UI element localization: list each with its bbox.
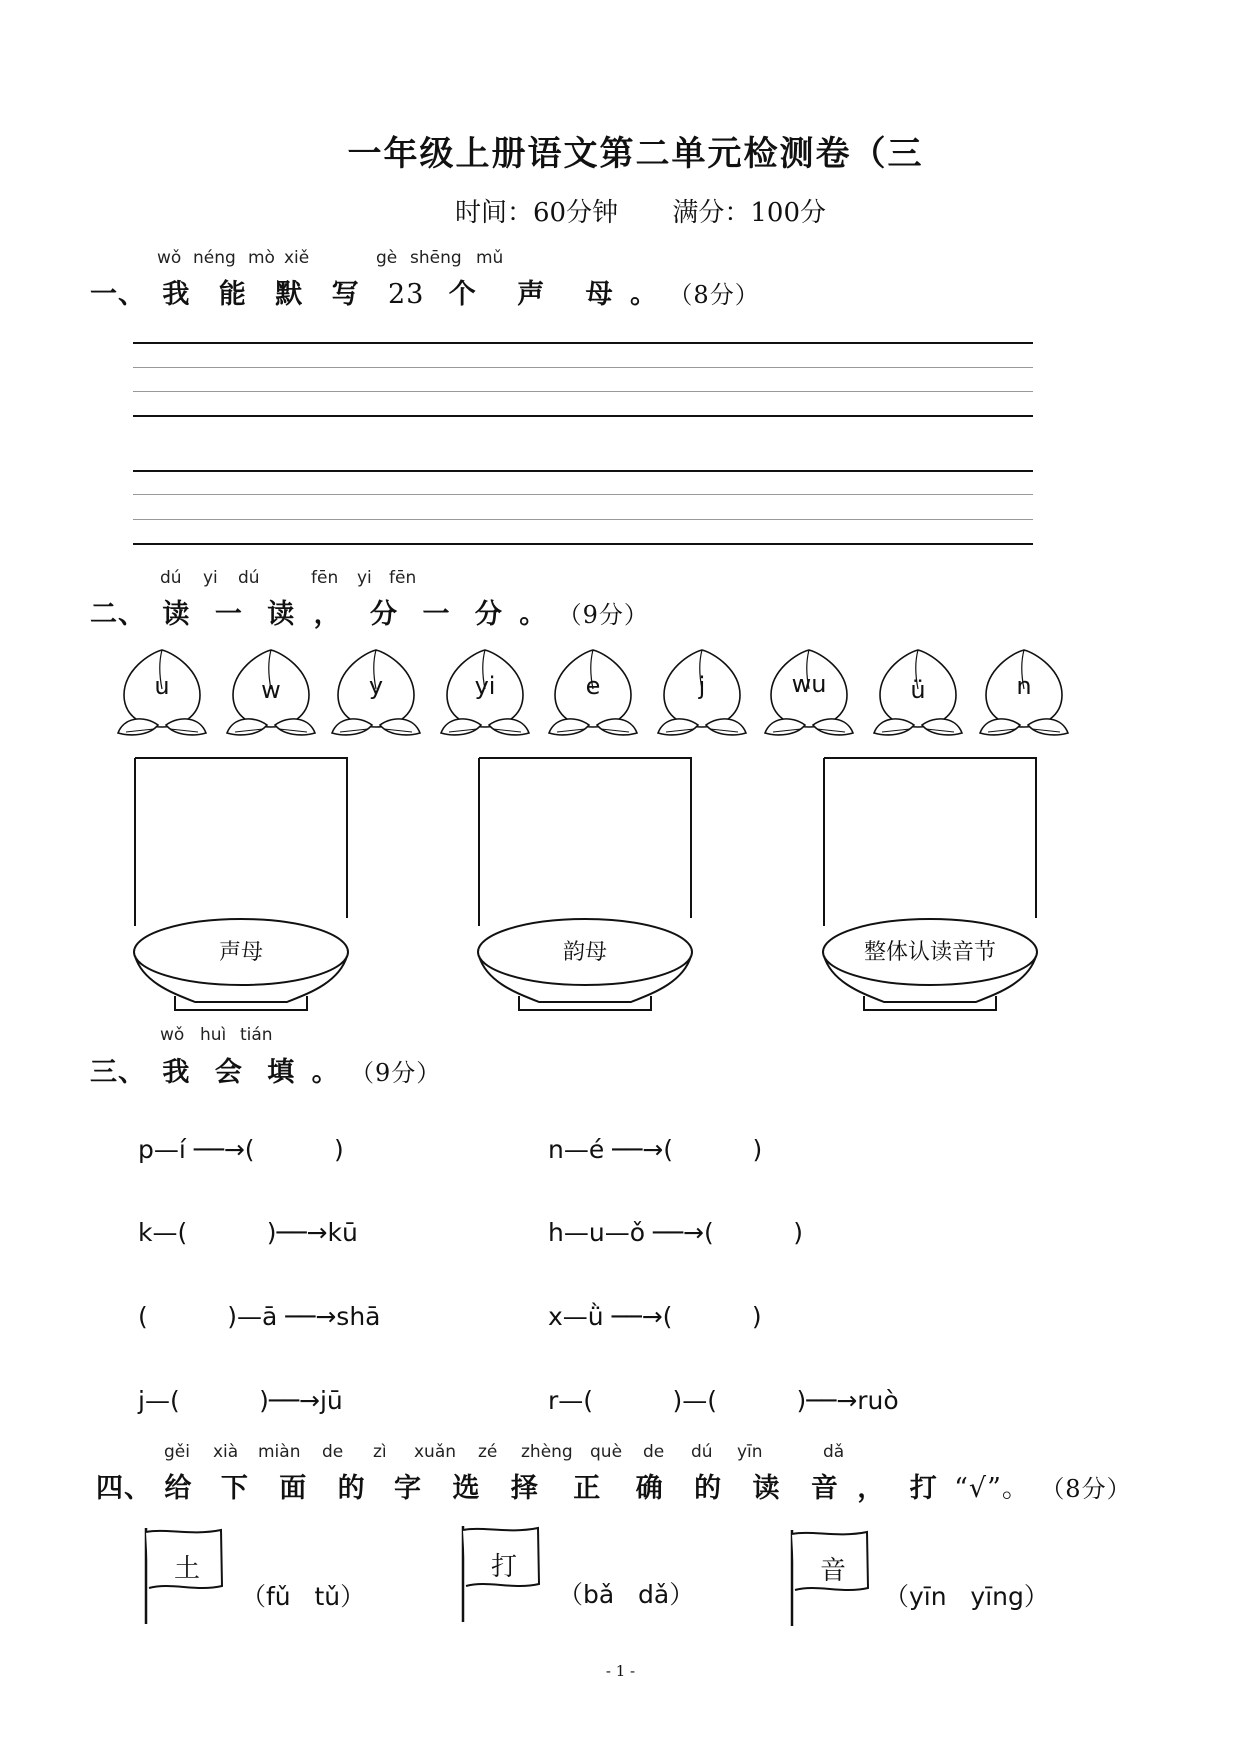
writing-line [133,415,1033,417]
pinyin: de [643,1442,665,1462]
pinyin: xià [213,1442,239,1462]
peach-label: u [154,672,170,700]
heading-char: 面 [279,1473,308,1504]
question-number: 二、 [90,599,146,630]
heading-char: 分 [474,599,503,630]
heading-char: 下 [220,1473,249,1504]
peach-label: n [1016,672,1032,700]
pinyin: zì [373,1442,387,1462]
basket-label: 韵母 [562,940,607,965]
question-number: 一、 [90,279,146,310]
pinyin: mǔ [476,248,504,268]
basket-icon [134,758,348,1010]
heading-char: 给 [164,1473,193,1504]
heading-char: 23 [388,279,425,310]
heading-char: 。 [311,1057,340,1088]
q2-pinyin [0,568,1241,590]
peach-label: w [261,676,281,704]
pinyin: fēn [389,568,417,588]
flag-char: 音 [819,1556,846,1586]
pinyin: néng [193,248,236,268]
heading-char: 读 [752,1473,781,1504]
writing-guide-line [133,391,1033,392]
pinyin: wǒ [160,1025,185,1045]
heading-char: 。 [519,599,548,630]
q4-pinyin [0,1442,1241,1464]
flag-char: 土 [173,1554,200,1584]
pinyin: dú [160,568,182,588]
score: （8分） [1040,1475,1132,1503]
pinyin: tián [240,1025,273,1045]
pinyin: wǒ [157,248,182,268]
heading-char: 母 [585,279,614,310]
pronunciation-options[interactable]: （fǔ tǔ） [241,1582,366,1611]
heading-char: 确 [635,1473,664,1504]
q1-pinyin [0,248,1241,270]
heading-char: 我 [162,279,191,310]
q2-heading [90,592,649,631]
heading-char: 正 [573,1473,602,1504]
heading-char: 打 [909,1473,938,1504]
heading-char: 默 [275,279,304,310]
pinyin: yīn [737,1442,763,1462]
pinyin: mò [248,248,275,268]
fill-item: n—é ──→( ) [548,1135,763,1164]
page-number: - 1 - [605,1662,636,1680]
heading-char: 填 [267,1057,296,1088]
peach-label: j [698,672,706,700]
pronunciation-options[interactable]: （bǎ dǎ） [558,1580,695,1609]
peach-label: yi [474,672,496,700]
full-score: 满分：100分 [672,198,826,228]
q3-heading [90,1050,441,1089]
fill-item: k—( )──→kū [138,1218,358,1247]
pinyin: miàn [258,1442,301,1462]
pinyin: dú [691,1442,713,1462]
heading-char: 。 [630,279,659,310]
pinyin: de [322,1442,344,1462]
basket-icon [478,758,692,1010]
fill-item: j—( )──→jū [138,1386,343,1415]
heading-char: 读 [162,599,191,630]
pinyin: gěi [164,1442,190,1462]
pinyin: huì [200,1025,227,1045]
basket-label: 声母 [218,940,263,965]
heading-char: 分 [370,599,399,630]
fill-item: r—( )—( )──→ruò [548,1386,899,1415]
heading-char: 写 [331,279,360,310]
peach-label: wu [791,670,827,698]
pinyin: zhèng [521,1442,573,1462]
score: （9分） [557,601,649,629]
page-title: 一年级上册语文第二单元检测卷（三 [347,134,924,174]
pinyin: yi [203,568,218,588]
pinyin: xiě [284,248,310,268]
heading-char: 我 [162,1057,191,1088]
q3-pinyin [0,1025,1241,1047]
heading-char: 的 [694,1473,723,1504]
heading-char: 读 [267,599,296,630]
heading-char: 选 [452,1473,481,1504]
heading-char: 一 [422,599,451,630]
pronunciation-options[interactable]: （yīn yīng） [884,1582,1049,1611]
heading-char: 能 [218,279,247,310]
pinyin: què [590,1442,623,1462]
exam-meta [455,192,872,229]
fill-item: p—í ──→( ) [138,1135,344,1164]
pinyin: xuǎn [414,1442,457,1462]
heading-char: 音 [810,1473,839,1504]
q1-heading [90,272,760,311]
peach-label: ü [910,676,926,704]
pinyin: shēng [410,248,462,268]
flag-char: 打 [490,1552,517,1582]
writing-line [133,342,1033,344]
time-limit: 时间：60分钟 [455,198,619,228]
writing-line [133,543,1033,545]
writing-guide-line [133,519,1033,520]
basket-row [0,750,1241,1020]
heading-char: 个 [448,279,477,310]
heading-char: 会 [214,1057,243,1088]
fill-item: h—u—ǒ ──→( ) [548,1218,803,1247]
pinyin: gè [376,248,398,268]
heading-char: ， [857,1473,886,1504]
question-number: 三、 [90,1057,146,1088]
fill-item: ( )—ā ──→shā [138,1302,381,1331]
heading-char: 择 [510,1473,539,1504]
basket-icon [823,758,1037,1010]
heading-char: 声 [517,279,546,310]
pinyin: zé [478,1442,498,1462]
pinyin: dǎ [823,1442,845,1462]
peach-row [0,640,1241,750]
heading-char: 的 [337,1473,366,1504]
peach-label: e [585,672,601,700]
heading-char: 一 [214,599,243,630]
score: （9分） [350,1059,442,1087]
pinyin: dú [238,568,260,588]
writing-line [133,470,1033,472]
heading-char: ， [313,599,342,630]
question-number: 四、 [96,1473,152,1504]
heading-char: 字 [394,1473,423,1504]
heading-char: “√”。 [954,1473,1030,1504]
fill-item: x—ǜ ──→( ) [548,1302,762,1331]
writing-guide-line [133,494,1033,495]
pinyin: fēn [311,568,339,588]
q4-heading [96,1466,1132,1505]
writing-guide-line [133,367,1033,368]
basket-label: 整体认读音节 [863,940,996,965]
peach-label: y [368,672,384,700]
score: （8分） [668,281,760,309]
pinyin: yi [357,568,372,588]
